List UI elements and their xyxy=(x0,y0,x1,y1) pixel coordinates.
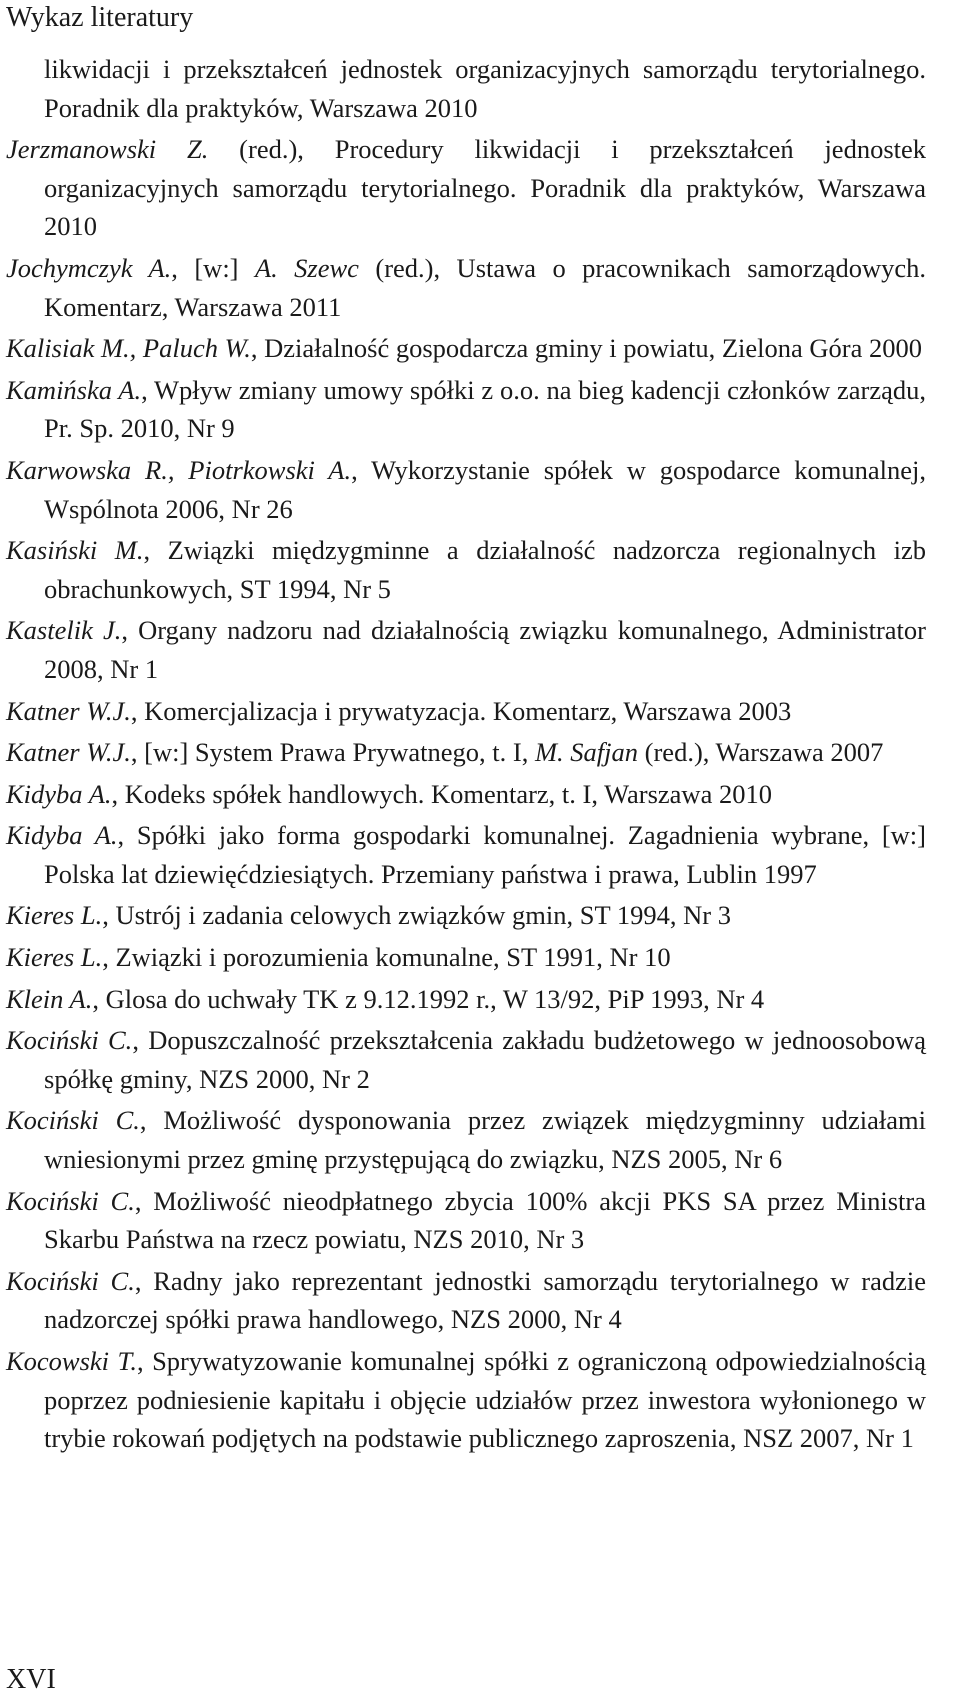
entry-author: Kieres L. xyxy=(6,942,103,973)
entry-editor: A. Szewc xyxy=(254,252,359,283)
bibliography-entry: Kastelik J., Organy nadzoru nad działalnością związku komunalnego, Administrator 2008, Nr 1 xyxy=(6,615,926,684)
entry-author: Kasiński M. xyxy=(6,535,144,566)
bibliography-entry: Katner W.J., [w:] System Prawa Prywatnego, t. I, M. Safjan (red.), Warszawa 2007 xyxy=(6,737,884,768)
bibliography-entry: Kamińska A., Wpływ zmiany umowy spółki z o.o. na bieg kadencji członków zarządu, Pr. Sp. 2010, Nr 9 xyxy=(6,374,926,444)
entry-author: Kociński C. xyxy=(6,1105,140,1136)
entry-author: Kidyba A. xyxy=(6,820,118,851)
entry-author: Kalisiak M., Paluch W. xyxy=(6,333,251,364)
bibliography-entry: Kociński C., Dopuszczalność przekształcenia zakładu budżetowego w jednoosobową spółkę gminy, NZS 2000, Nr 2 xyxy=(6,1025,926,1094)
bibliography-entry: Katner W.J., Komercjalizacja i prywatyzacja. Komentarz, Warszawa 2003 xyxy=(6,695,792,726)
bibliography-entry: Kidyba A., Kodeks spółek handlowych. Komentarz, t. I, Warszawa 2010 xyxy=(6,778,772,809)
entry-author: Kidyba A. xyxy=(6,778,112,809)
entry-author: Kieres L. xyxy=(6,900,103,931)
entry-author: Kociński C. xyxy=(6,1185,135,1216)
bibliography-entry: Kociński C., Radny jako reprezentant jednostki samorządu terytorialnego w radzie nadzorczej spółki prawa handlowego, NZS 2000, Nr 4 xyxy=(6,1265,926,1335)
bibliography-entry: Karwowska R., Piotrkowski A., Wykorzystanie spółek w gospodarce komunalnej, Wspólnota 2006, Nr 26 xyxy=(6,454,926,524)
bibliography-entry: Kociński C., Możliwość dysponowania przez związek międzygminny udziałami wniesionymi przez gminę przystępującą do związku, NZS 2005, Nr 6 xyxy=(6,1105,926,1175)
entry-author: Katner W.J. xyxy=(6,695,131,726)
entry-author: Kamińska A. xyxy=(6,374,142,405)
entry-author: Jochymczyk A. xyxy=(6,252,172,283)
bibliography-list xyxy=(6,50,926,1461)
entry-author: Kociński C. xyxy=(6,1025,133,1056)
entry-author: Jerzmanowski Z. xyxy=(6,134,209,165)
entry-author: Katner W.J. xyxy=(6,737,131,768)
bibliography-entry: Kocowski T., Sprywatyzowanie komunalnej spółki z ograniczoną odpowiedzialnością poprzez podniesienie kapitału i objęcie udziałów przez inwestora wyłonionego w trybie rokowań podjętych na podstawie publicznego zaproszenia, NSZ 2007, Nr 1 xyxy=(6,1346,927,1454)
entry-author: Kocowski T. xyxy=(6,1346,137,1376)
entry-author: Klein A. xyxy=(6,983,93,1014)
bibliography-entry: Jerzmanowski Z. (red.), Procedury likwidacji i przekształceń jednostek organizacyjnych samorządu terytorialnego. Poradnik dla praktyków, Warszawa 2010 xyxy=(6,134,927,242)
page-number: XVI xyxy=(6,1664,56,1695)
bibliography-entry: Kociński C., Możliwość nieodpłatnego zbycia 100% akcji PKS SA przez Ministra Skarbu Państwa na rzecz powiatu, NZS 2010, Nr 3 xyxy=(6,1185,927,1255)
entry-author: Karwowska R., Piotrkowski A. xyxy=(6,454,352,485)
bibliography-entry: Jochymczyk A., [w:] A. Szewc (red.), Ustawa o pracownikach samorządowych. Komentarz, Warszawa 2011 xyxy=(6,252,926,322)
entry-editor: M. Safjan xyxy=(534,737,639,768)
bibliography-entry: Kasiński M., Związki międzygminne a działalność nadzorcza regionalnych izb obrachunkowych, ST 1994, Nr 5 xyxy=(6,535,926,604)
bibliography-entry: likwidacji i przekształceń jednostek organizacyjnych samorządu terytorialnego. Poradnik dla praktyków, Warszawa 2010 xyxy=(44,54,926,123)
bibliography-entry: Kalisiak M., Paluch W., Działalność gospodarcza gminy i powiatu, Zielona Góra 2000 xyxy=(6,333,923,364)
entry-author: Kociński C. xyxy=(6,1265,135,1296)
entry-author: Kastelik J. xyxy=(6,615,122,646)
bibliography-entry: Kieres L., Związki i porozumienia komunalne, ST 1991, Nr 10 xyxy=(6,942,671,973)
bibliography-entry: Kidyba A., Spółki jako forma gospodarki komunalnej. Zagadnienia wybrane, [w:] Polska lat dziewięćdziesiątych. Przemiany państwa i prawa, Lublin 1997 xyxy=(6,820,926,889)
bibliography-entry: Kieres L., Ustrój i zadania celowych związków gmin, ST 1994, Nr 3 xyxy=(6,900,731,931)
running-head: Wykaz literatury xyxy=(6,2,194,33)
bibliography-entry: Klein A., Glosa do uchwały TK z 9.12.1992 r., W 13/92, PiP 1993, Nr 4 xyxy=(6,983,765,1014)
